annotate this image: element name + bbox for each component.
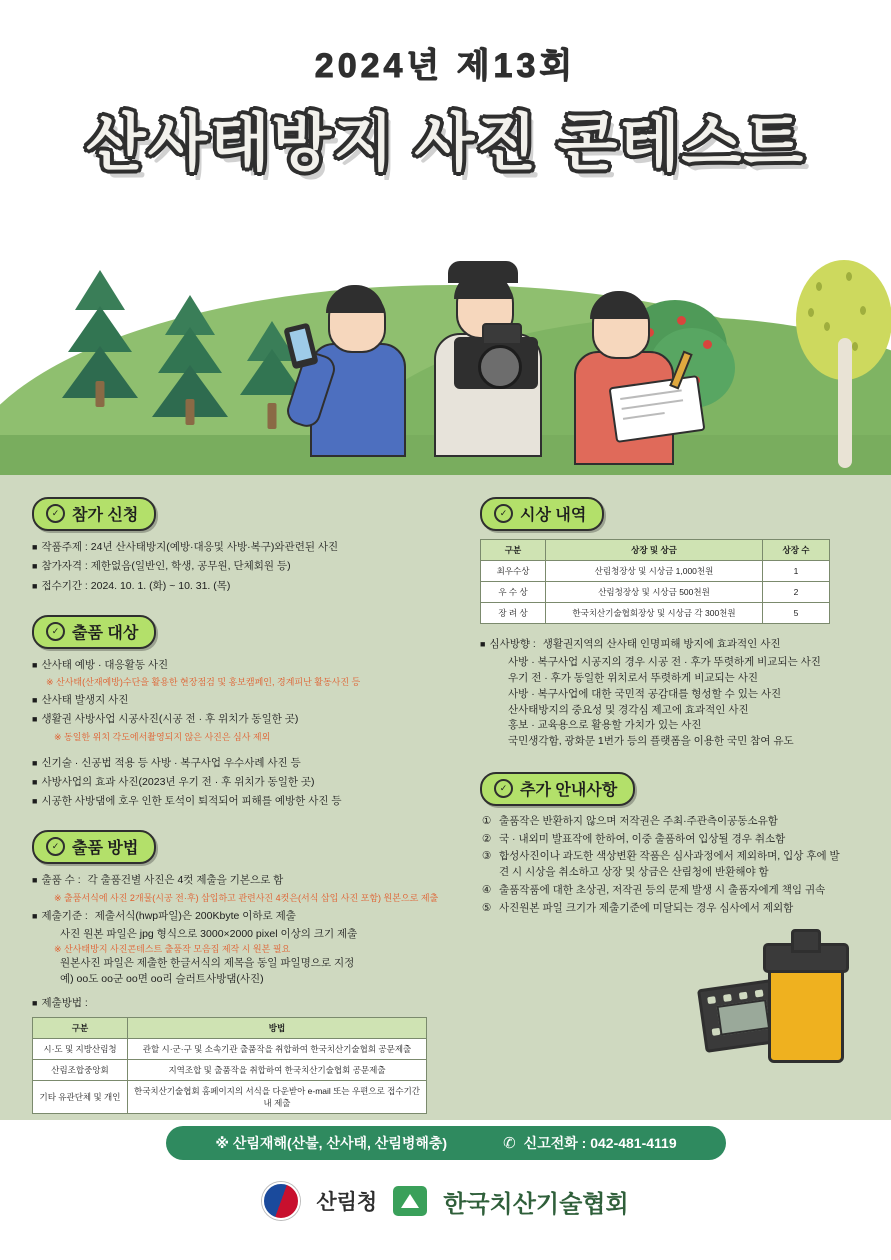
table-header-cell: 구분 (481, 540, 546, 561)
table-cell: 우 수 상 (481, 582, 546, 603)
list-item: ⑤ 사진원본 파일 크기가 제출기준에 미달되는 경우 심사에서 제외함 (482, 901, 794, 914)
entry-target-list (32, 657, 452, 810)
submission-method-table (32, 1017, 427, 1114)
detail-line: 사방 · 복구사업 시공지의 경우 시공 전 · 후가 뚜렷하게 비교되는 사진 (508, 656, 821, 669)
list-item: ③ 합성사진이나 과도한 색상변환 작품은 심사과정에서 제외하며, 입상 후에 발견 시 시상을 취소하고 상장 및 상금은 산림청에 반환해야 함 (482, 850, 840, 879)
table-header-row (481, 540, 830, 561)
judging-criteria-block (480, 636, 870, 750)
table-header-row (33, 1017, 427, 1038)
list-item: ■ 생활권 사방사업 시공사진(시공 전 · 후 위치가 동일한 곳) (32, 713, 299, 726)
table-cell: 기타 유관단체 및 개인 (33, 1080, 128, 1113)
korea-forest-service-logo-icon (262, 1182, 300, 1220)
check-icon: ✓ (46, 622, 65, 641)
birch-tree-icon (790, 260, 891, 460)
list-item: ■ 작품주제 : 24년 산사태방지(예방·대응및 사방·복구)와관련된 사진 (32, 541, 339, 553)
phone-text: 신고전화 : 042-481-4119 (523, 1135, 677, 1151)
list-item: ① 출품작은 반환하지 않으며 저작권은 주최·주관측이공동소유함 (482, 814, 778, 827)
detail-line: 우기 전 · 후가 동일한 위치로서 뚜렷하게 비교되는 사진 (508, 672, 758, 685)
table-row (33, 1080, 427, 1113)
table-header-cell: 구분 (33, 1017, 128, 1038)
conifer-tree-icon (60, 270, 140, 435)
camera-icon (454, 337, 538, 389)
page-title: 산사태방지 사진 콘테스트 (85, 109, 806, 178)
entry-method-list (32, 872, 452, 1011)
left-column (32, 497, 452, 1159)
list-item: ② 국 · 내외미 발표작에 한하여, 이중 출품하여 입상될 경우 취소함 (482, 832, 786, 845)
detail-line: 사진 원본 파일은 jpg 형식으로 3000×2000 pixel 이상의 크기 제출 (60, 928, 358, 941)
person-with-notebook (560, 277, 710, 457)
notebook-icon (609, 375, 706, 443)
table-cell: 장 려 상 (481, 603, 546, 624)
table-header-cell: 방법 (128, 1017, 427, 1038)
section-label: 추가 안내사항 (520, 781, 618, 799)
table-header-cell: 상장 수 (763, 540, 830, 561)
detail-line: 원본사진 파일은 제출한 한글서식의 제목을 동일 파일명으로 지정 (60, 956, 355, 969)
table-cell: 관할 시·군·구 및 소속기관 출품작을 취합하여 한국치산기술협회 공문제출 (128, 1038, 427, 1059)
list-item: ■ 사방사업의 효과 사진(2023년 우기 전 · 후 위치가 동일한 곳) (32, 775, 315, 788)
note-text: ※ 출품서식에 사진 2개물(시공 전·후) 삽입하고 관련사진 4컷은(서식 삽입 사진 포함) 원본으로 제출 (54, 892, 439, 903)
apply-list (32, 539, 452, 594)
table-row (481, 582, 830, 603)
note-text: ※ 산사태(산재예방)수단을 활용한 현장점검 및 홍보캠페인, 경계피난 활동사진 등 (46, 677, 361, 688)
detail-line: 국민생각함, 광화문 1번가 등의 플랫폼을 이용한 국민 참여 유도 (508, 735, 794, 748)
list-item: ■ 제출기준 : 제출서식(hwp파일)은 200Kbyte 이하로 제출 (32, 909, 296, 922)
list-item: ■ 산사태 발생지 사진 (32, 694, 129, 707)
section-title-apply (32, 497, 156, 531)
detail-line: 홍보 · 교육용으로 활용할 가치가 있는 사진 (508, 719, 702, 732)
section-title-entry-method (32, 830, 156, 864)
table-cell: 5 (763, 603, 830, 624)
list-item: ■ 시공한 사방댐에 호우 인한 토석이 퇴적되어 피해를 예방한 사진 등 (32, 795, 342, 808)
table-cell: 최우수상 (481, 561, 546, 582)
illustration-band (0, 225, 891, 475)
disaster-text: ※ 산림재해(산불, 산사태, 산림병해충) (215, 1135, 448, 1151)
conifer-tree-icon (150, 295, 230, 445)
table-cell: 산림조합중앙회 (33, 1059, 128, 1080)
kafet-logo-icon (393, 1186, 427, 1216)
list-item: ■ 접수기간 : 2024. 10. 1. (화) ~ 10. 31. (목) (32, 579, 231, 592)
check-icon: ✓ (494, 504, 513, 523)
table-row (33, 1059, 427, 1080)
list-item: ■ 참가자격 : 제한없음(일반인, 학생, 공무원, 단체회원 등) (32, 560, 291, 573)
list-item: ■ 출품 수 : 각 출품건별 사진은 4컷 제출을 기본으로 함 (32, 874, 284, 887)
logo-row (0, 1182, 891, 1220)
check-icon: ✓ (494, 779, 513, 798)
section-title-entry-target (32, 615, 156, 649)
table-cell: 산림청장상 및 시상금 1,000천원 (546, 561, 763, 582)
list-item: ■ 산사태 예방 · 대응활동 사진 (32, 658, 169, 671)
extra-notes-list (482, 814, 842, 917)
check-icon: ✓ (46, 837, 65, 856)
section-label: 참가 신청 (72, 507, 139, 524)
list-item: ■ 제출방법 : (32, 997, 88, 1010)
year-line: 2024년 제13회 (314, 47, 577, 85)
detail-line: 예) oo도 oo군 oo면 oo리 슬러트사방댐(사진) (60, 972, 264, 985)
table-cell: 1 (763, 561, 830, 582)
person-with-smartphone (300, 273, 420, 453)
film-roll-icon (705, 945, 880, 1075)
table-row (481, 561, 830, 582)
list-item: ■ 신기술 · 신공법 적용 등 사방 · 복구사업 우수사례 사진 등 (32, 756, 301, 769)
poster-header (0, 0, 891, 225)
section-label: 출품 대상 (72, 624, 139, 642)
table-cell: 한국치산기술협회 홈페이지의 서식을 다운받아 e-mail 또는 우편으로 접수기간 내 제출 (128, 1080, 427, 1113)
table-cell: 한국치산기술협회장상 및 시상금 각 300천원 (546, 603, 763, 624)
check-icon: ✓ (46, 504, 65, 523)
logo-label: 산림청 (316, 1191, 378, 1214)
detail-line: 사방 · 복구사업에 대한 국민적 공감대를 형성할 수 있는 사진 (508, 687, 782, 700)
content-band (0, 475, 891, 1120)
note-text: ※ 산사태방지 사진콘테스트 출품작 모음집 제작 시 원본 필요 (54, 943, 291, 954)
table-row (33, 1038, 427, 1059)
logo-label: 한국치산기술협회 (443, 1190, 629, 1218)
disaster-report-bar (166, 1126, 726, 1160)
awards-table (480, 539, 830, 624)
table-cell: 산림청장상 및 시상금 500천원 (546, 582, 763, 603)
section-label: 출품 방법 (72, 840, 139, 858)
list-item: ④ 출품작품에 대한 초상권, 저작권 등의 문제 발생 시 출품자에게 책임 귀속 (482, 883, 826, 896)
section-title-extra (480, 772, 635, 806)
table-cell: 2 (763, 582, 830, 603)
person-with-camera (420, 255, 570, 455)
list-item: ■ 심사방향 : 생활권지역의 산사태 인명피해 방지에 효과적인 사진 (480, 638, 781, 650)
right-column (480, 497, 870, 918)
detail-line: 산사태방지의 중요성 및 경각심 제고에 효과적인 사진 (508, 703, 749, 716)
section-title-awards (480, 497, 604, 531)
table-row (481, 603, 830, 624)
note-text: ※ 동일한 위치 각도에서촬영되지 않은 사진은 심사 제외 (54, 731, 271, 742)
table-cell: 시·도 및 지방산림청 (33, 1038, 128, 1059)
phone-icon: ✆ (503, 1135, 516, 1152)
table-header-cell: 상장 및 상금 (546, 540, 763, 561)
section-label: 시상 내역 (520, 507, 587, 524)
poster-footer (0, 1120, 891, 1260)
table-cell: 지역조합 및 출품작을 취합하여 한국치산기술협회 공문제출 (128, 1059, 427, 1080)
